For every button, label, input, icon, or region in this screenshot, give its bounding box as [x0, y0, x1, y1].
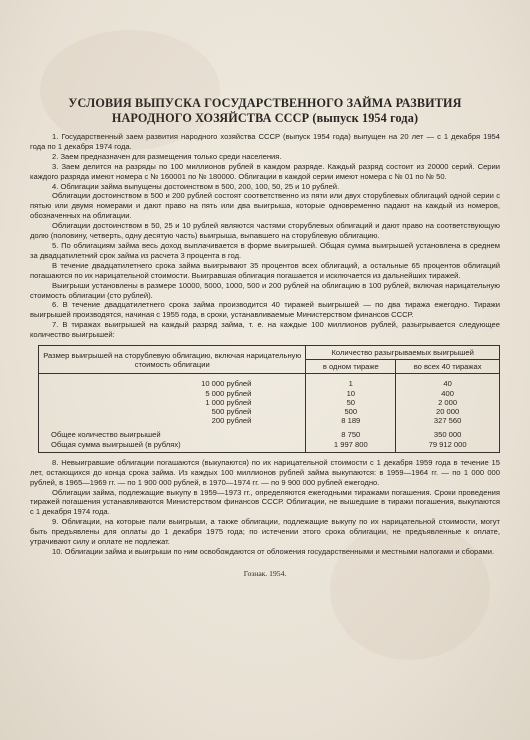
paragraph-8: 8. Невыигравшие облигации погашаются (выкупаются) по их нарицательной стоимости с 1 декабря 1959 года в течение 15 лет, остающихся до конца срока займа. Из каждых 100 миллионов рублей займа выкупаются: в 1959—1964 гг. — по 1 000 000 рублей, в 1965—1969 гг. — по 1 900 000 рублей, в 1970—1974 гг. — по 9 900 000 рублей ежегодно.: [30, 457, 500, 487]
paragraph-5-a: В течение двадцатилетнего срока займа выигрывают 35 процентов всех облигаций, а остальные 65 процентов облигаций погашаются по их нарицательной стоимости. Выигравшая облигация погашается и исключается из дальнейших тиражей.: [30, 260, 500, 280]
table-row: [39, 407, 500, 416]
prize-amount: 1 000 рублей: [39, 398, 306, 407]
paragraph-6: 6. В течение двадцатилетнего срока займа производится 40 тиражей выигрышей — по два тиража ежегодно. Тиражи выигрышей производятся, начиная с 1955 года, в сроки, устанавливаемые Министерством финансов СССР.: [30, 300, 500, 320]
paragraph-3: 3. Заем делится на разряды по 100 миллионов рублей в каждом разряде. Каждый разряд состоит из 20000 серий. Серии каждого разряда имеют номера с № 160001 по № 180000. Облигации в каждой серии имеют номера с № 01 по № 50.: [30, 161, 500, 181]
prize-amount: 500 рублей: [39, 407, 306, 416]
prize-count-one: 50: [306, 398, 396, 407]
paragraph-8-a: Облигации займа, подлежащие выкупу в 1959—1973 гг., определяются ежегодными тиражами погашения. Сроки проведения тиражей погашения устанавливаются Министерством финансов СССР. Облигации, не вышедшие в тиражи погашения, выкупаются с 1 декабря 1974 года.: [30, 487, 500, 517]
paragraph-10: 10. Облигации займа и выигрыши по ним освобождаются от обложения государственными и местными налогами и сборами.: [52, 547, 495, 557]
prize-count-all: 400: [396, 389, 500, 398]
table-row: [39, 416, 500, 425]
table-row: [39, 389, 500, 398]
total-one: 8 750: [306, 430, 396, 439]
table-total-row: [39, 440, 500, 453]
prize-amount: 5 000 рублей: [39, 389, 306, 398]
prize-amount: 10 000 рублей: [39, 379, 306, 388]
paragraph-9: 9. Облигации, на которые пали выигрыши, а также облигации, подлежащие выкупу по их нарицательной стоимости, могут быть предъявлены для оплаты до 1 декабря 1975 года; по истечении этого срока облигации, не предъявленные к оплате, утрачивают силу и оплате не подлежат.: [30, 517, 500, 547]
paragraph-4-a: Облигации достоинством в 500 и 200 рублей состоят соответственно из пяти или двух сторублевых облигаций одной серии с пятью или двумя номерами и дают право на пять или два выигрыша, которые одновременно падают на каждый из номеров, обозначенных на облигации.: [30, 191, 500, 221]
document-title: УСЛОВИЯ ВЫПУСКА ГОСУДАРСТВЕННОГО ЗАЙМА РАЗВИТИЯ НАРОДНОГО ХОЗЯЙСТВА СССР (выпуск 1954 года): [68, 96, 462, 125]
total-all: 79 912 000: [396, 440, 500, 453]
paragraph-4: 4. Облигации займа выпущены достоинством в 500, 200, 100, 50, 25 и 10 рублей.: [52, 181, 340, 191]
table-header-amount: Размер выигрышей на сторублевую облигацию, включая нарицательную стоимость облигации: [39, 346, 306, 374]
prize-count-all: 20 000: [396, 407, 500, 416]
prize-count-one: 1: [306, 379, 396, 388]
paragraph-7: 7. В тиражах выигрышей на каждый разряд займа, т. е. на каждые 100 миллионов рублей, разыгрывается следующее количество выигрышей:: [30, 320, 500, 340]
prize-count-one: 8 189: [306, 416, 396, 425]
total-all: 350 000: [396, 430, 500, 439]
paragraph-1: 1. Государственный заем развития народного хозяйства СССР (выпуск 1954 года) выпущен на 20 лет — с 1 декабря 1954 года по 1 декабря 1974 года.: [30, 132, 500, 151]
prize-amount: 200 рублей: [39, 416, 306, 425]
table-header-count: Количество разыгрываемых выигрышей: [306, 346, 500, 360]
total-label: Общее количество выигрышей: [39, 430, 306, 439]
table-header-one-draw: в одном тираже: [306, 360, 396, 374]
prize-count-one: 10: [306, 389, 396, 398]
printer-imprint: Гознак. 1954.: [243, 568, 287, 578]
paragraph-5-b: Выигрыши установлены в размере 10000, 5000, 1000, 500 и 200 рублей на облигацию в 100 рублей, включая нарицательную стоимость облигации (сто рублей).: [30, 280, 500, 300]
prize-count-one: 500: [306, 407, 396, 416]
table-total-row: [39, 430, 500, 439]
paragraph-4-b: Облигации достоинством в 50, 25 и 10 рублей являются частями сторублевых облигаций и дают право на соответствующую долю (половину, четверть, одну десятую часть) выигрыша, выпавшего на сторублевую облигацию.: [30, 221, 500, 241]
table-header-all-draws: во всех 40 тиражах: [396, 360, 500, 374]
total-one: 1 997 800: [306, 440, 396, 453]
table-row: [39, 398, 500, 407]
conditions-after-table: [30, 458, 500, 557]
prize-count-all: 40: [396, 379, 500, 388]
paragraph-5: 5. По облигациям займа весь доход выплачивается в форме выигрышей. Общая сумма выигрышей установлена в среднем за двадцатилетний срок займа из расчета 3 процента в год.: [30, 240, 500, 260]
paragraph-2: 2. Заем предназначен для размещения только среди населения.: [52, 151, 282, 161]
prize-count-all: 327 560: [396, 416, 500, 425]
prize-count-all: 2 000: [396, 398, 500, 407]
total-label: Общая сумма выигрышей (в рублях): [39, 440, 306, 453]
table-row: [39, 379, 500, 388]
prizes-table: [38, 345, 500, 453]
conditions-before-table: [30, 132, 500, 340]
